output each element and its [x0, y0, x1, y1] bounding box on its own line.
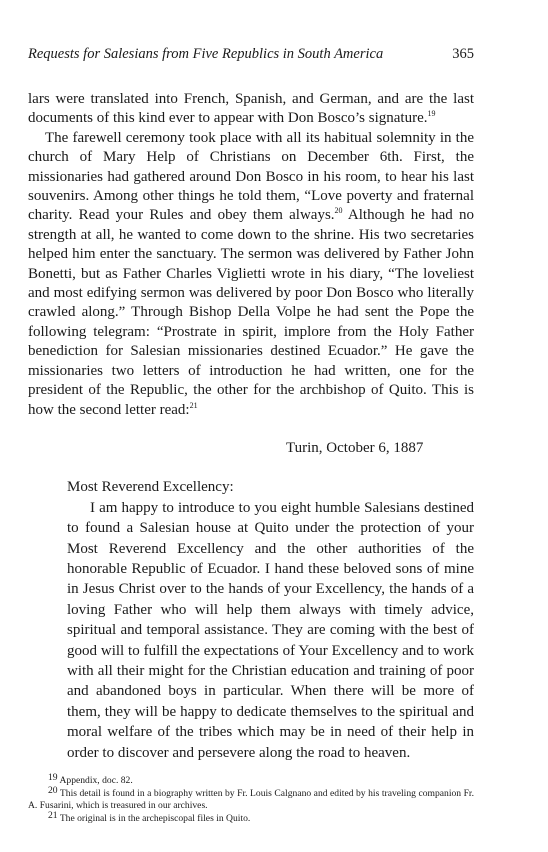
footnote-text: Appendix, doc. 82.	[57, 775, 133, 786]
book-page	[28, 46, 474, 825]
paragraph-1	[28, 90, 474, 129]
footnote-text: This detail is found in a biography written by Fr. Louis Calgnano and edited by his traveling companion Fr. A. Fusarini, which is treasured in our archives.	[28, 787, 474, 812]
footnote-text: The original is in the archepiscopal files in Quito.	[57, 812, 251, 824]
letter-salutation: Most Reverend Excellency:	[67, 479, 234, 496]
letter-date-line: Turin, October 6, 1887	[286, 439, 424, 456]
footnotes	[28, 772, 474, 825]
paragraph-2-text-b: Although he had no strength at all, he wanted to come down to the shrine. His two secretaries helped him enter the sanctuary. The sermon was delivered by Father John Bonetti, but as Father Charles Viglietti wrote in his diary, “The loveliest and most edifying sermon was delivered by poor Don Bosco who literally crawled along.” Through Bishop Della Volpe he had sent the Pope the following telegram: “Prostrate in spirit, implore from the Holy Father benediction for Salesian missionaries destined Ecuador.” He gave the missionaries two letters of introduction he had written, one for the president of the Republic, the other for the archbishop of Quito. This is how the second letter read:	[28, 207, 474, 418]
paragraph-1-text: lars were translated into French, Spanish, and German, and are the last documents of this kind ever to appear with Don Bosco’s signature.	[28, 91, 474, 127]
footnote-number: 19	[48, 772, 58, 783]
main-text	[28, 90, 474, 420]
running-head-title: Requests for Salesians from Five Republics in South America	[28, 46, 384, 62]
footnote-number: 21	[48, 809, 58, 821]
paragraph-2-text-a: The farewell ceremony took place with all its habitual solemnity in the church of Mary Help of Christians on December 6th. First, the missionaries had gathered around Don Bosco in his room, to hear his last souvenirs. Among other things he told them, “Love poverty and fraternal charity. Read your Rules and obey them always.	[28, 129, 474, 224]
letter-block	[28, 477, 474, 763]
footnote-ref-21: 21	[189, 400, 198, 410]
page-number: 365	[452, 46, 474, 62]
letter-body: I am happy to introduce to you eight humble Salesians destined to found a Salesian house at Quito under the protection of your Most Reverend Excellency and the other authorities of the honorable Republic of Ecuador. I hand these beloved sons of mine in Jesus Christ over to the hands of your Excellency, the hands of a loving Father who will help them always with timely advice, spiritual and temporal assistance. They are coming with the best of good will to fulfill the expectations of Your Excellency and to work with all their might for the Christian education and training of poor and abandoned boys in particular. When there will be more of them, they will be happy to dedicate themselves to the spiritual and moral welfare of the tribes which may be in need of their help in order to discover and persevere along the road to heaven.	[67, 499, 474, 761]
footnote-19	[28, 772, 474, 788]
footnote-20	[28, 784, 474, 813]
footnote-ref-19: 19	[427, 109, 436, 119]
paragraph-2	[28, 129, 474, 420]
footnote-ref-20: 20	[334, 206, 343, 216]
running-header	[28, 46, 474, 68]
footnote-number: 20	[48, 784, 58, 796]
footnote-21	[28, 809, 474, 826]
